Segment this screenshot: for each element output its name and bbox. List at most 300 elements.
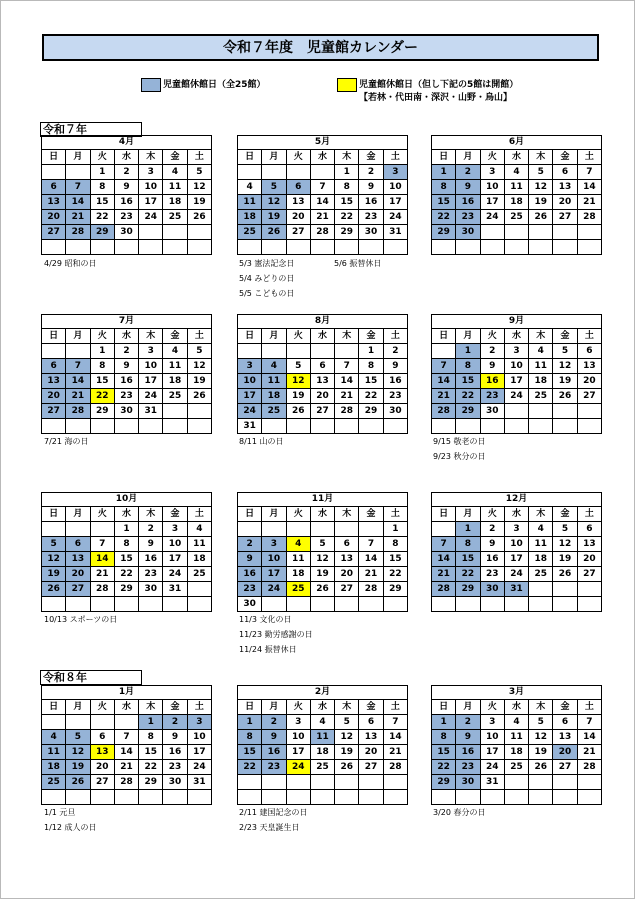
weekday-header: 日: [42, 329, 66, 344]
empty-cell: [286, 522, 310, 537]
empty-cell: [577, 597, 601, 612]
day-cell: 26: [310, 582, 334, 597]
year-label-r8: 令和８年: [40, 670, 142, 685]
day-cell-closed: 1: [432, 165, 456, 180]
weekday-header: 木: [139, 507, 163, 522]
day-cell-closed: 31: [504, 582, 528, 597]
empty-cell: [577, 419, 601, 434]
day-cell: 28: [90, 582, 114, 597]
month-title: 5月: [238, 136, 408, 150]
day-cell-closed: 6: [42, 180, 66, 195]
day-cell: 20: [335, 567, 359, 582]
empty-cell: [114, 790, 138, 805]
day-cell: 12: [187, 359, 211, 374]
day-cell: 24: [187, 760, 211, 775]
empty-cell: [529, 240, 553, 255]
empty-cell: [383, 597, 407, 612]
empty-cell: [42, 165, 66, 180]
day-cell: 16: [139, 552, 163, 567]
day-cell: 4: [529, 344, 553, 359]
holiday-note: 11/23 勤労感謝の日: [239, 630, 313, 639]
day-cell: 22: [359, 389, 383, 404]
empty-cell: [480, 225, 504, 240]
empty-cell: [529, 775, 553, 790]
day-cell: 15: [383, 552, 407, 567]
day-cell: 1: [90, 344, 114, 359]
day-cell: 8: [90, 180, 114, 195]
empty-cell: [310, 522, 334, 537]
empty-cell: [480, 240, 504, 255]
legend-partial-list: 【若林・代田南・深沢・山野・烏山】: [359, 93, 513, 103]
calendar-month: [431, 135, 602, 255]
day-cell: 16: [114, 374, 138, 389]
empty-cell: [163, 597, 187, 612]
weekday-header: 土: [187, 329, 211, 344]
calendar-month: [41, 314, 212, 434]
weekday-header: 金: [163, 700, 187, 715]
day-cell-closed: 5: [42, 537, 66, 552]
empty-cell: [432, 522, 456, 537]
day-cell: 1: [90, 165, 114, 180]
weekday-header: 月: [456, 700, 480, 715]
empty-cell: [359, 240, 383, 255]
weekday-header: 木: [335, 150, 359, 165]
day-cell-closed: 16: [456, 745, 480, 760]
day-cell-closed: 13: [42, 195, 66, 210]
day-cell-closed: 15: [456, 374, 480, 389]
empty-cell: [42, 419, 66, 434]
day-cell: 29: [359, 404, 383, 419]
day-cell-closed: 19: [42, 567, 66, 582]
weekday-header: 水: [504, 507, 528, 522]
legend-closed-label: 児童館休館日（全25館）: [163, 80, 266, 90]
day-cell: 2: [480, 344, 504, 359]
day-cell-closed: 20: [66, 567, 90, 582]
day-cell: 24: [139, 210, 163, 225]
day-cell-closed: 11: [310, 730, 334, 745]
weekday-header: 月: [262, 507, 286, 522]
empty-cell: [139, 419, 163, 434]
empty-cell: [262, 240, 286, 255]
weekday-header: 日: [432, 700, 456, 715]
day-cell-closed: 8: [456, 537, 480, 552]
empty-cell: [529, 790, 553, 805]
day-cell: 17: [504, 552, 528, 567]
day-cell: 4: [187, 522, 211, 537]
day-cell-closed: 2: [262, 715, 286, 730]
weekday-header: 木: [335, 329, 359, 344]
day-cell: 6: [310, 359, 334, 374]
day-cell: 31: [187, 775, 211, 790]
weekday-header: 金: [163, 329, 187, 344]
day-cell: 12: [529, 730, 553, 745]
day-cell: 24: [480, 210, 504, 225]
weekday-header: 日: [238, 507, 262, 522]
day-cell-closed: 8: [432, 180, 456, 195]
weekday-header: 水: [114, 507, 138, 522]
holiday-note: 10/13 スポーツの日: [44, 615, 118, 624]
holiday-note: 11/3 文化の日: [239, 615, 292, 624]
day-cell: 28: [577, 210, 601, 225]
day-cell: 2: [480, 522, 504, 537]
day-cell-closed: 14: [432, 374, 456, 389]
day-cell: 22: [139, 760, 163, 775]
weekday-header: 日: [238, 150, 262, 165]
day-cell-closed: 9: [238, 552, 262, 567]
day-cell: 11: [163, 359, 187, 374]
month-title: 1月: [42, 686, 212, 700]
day-cell: 6: [553, 165, 577, 180]
weekday-header: 日: [432, 329, 456, 344]
weekday-header: 月: [66, 329, 90, 344]
day-cell-closed: 30: [480, 582, 504, 597]
holiday-note: 5/5 こどもの日: [239, 289, 295, 298]
empty-cell: [383, 790, 407, 805]
day-cell: 1: [359, 344, 383, 359]
day-cell: 24: [480, 760, 504, 775]
day-cell-closed: 13: [66, 552, 90, 567]
day-cell: 12: [529, 180, 553, 195]
empty-cell: [163, 790, 187, 805]
day-cell: 27: [359, 760, 383, 775]
day-cell-closed: 15: [238, 745, 262, 760]
day-cell: 12: [553, 537, 577, 552]
day-cell: 2: [383, 344, 407, 359]
day-cell: 26: [286, 404, 310, 419]
empty-cell: [359, 597, 383, 612]
day-cell: 23: [383, 389, 407, 404]
empty-cell: [359, 775, 383, 790]
empty-cell: [286, 344, 310, 359]
day-cell: 5: [335, 715, 359, 730]
holiday-note: 9/23 秋分の日: [433, 452, 486, 461]
day-cell-closed: 28: [66, 225, 90, 240]
weekday-header: 火: [90, 700, 114, 715]
day-cell: 6: [359, 715, 383, 730]
day-cell: 28: [335, 404, 359, 419]
empty-cell: [90, 597, 114, 612]
day-cell: 9: [480, 537, 504, 552]
weekday-header: 火: [90, 150, 114, 165]
empty-cell: [529, 582, 553, 597]
empty-cell: [90, 522, 114, 537]
day-cell: 20: [577, 552, 601, 567]
weekday-header: 金: [359, 150, 383, 165]
weekday-header: 金: [553, 507, 577, 522]
day-cell-closed: 1: [432, 715, 456, 730]
weekday-header: 金: [163, 507, 187, 522]
weekday-header: 火: [286, 150, 310, 165]
day-cell: 15: [139, 745, 163, 760]
weekday-header: 日: [238, 700, 262, 715]
empty-cell: [577, 404, 601, 419]
day-cell-partial-open: 16: [480, 374, 504, 389]
empty-cell: [66, 790, 90, 805]
day-cell: 6: [335, 537, 359, 552]
day-cell: 4: [238, 180, 262, 195]
month-title: 3月: [432, 686, 602, 700]
day-cell: 22: [90, 210, 114, 225]
empty-cell: [359, 522, 383, 537]
holiday-note: 5/4 みどりの日: [239, 274, 295, 283]
empty-cell: [238, 775, 262, 790]
day-cell: 28: [383, 760, 407, 775]
day-cell-closed: 19: [66, 760, 90, 775]
empty-cell: [262, 165, 286, 180]
day-cell: 25: [163, 389, 187, 404]
day-cell: 26: [529, 210, 553, 225]
day-cell-closed: 30: [456, 775, 480, 790]
day-cell: 10: [163, 537, 187, 552]
day-cell-closed: 5: [66, 730, 90, 745]
day-cell-partial-open: 12: [286, 374, 310, 389]
day-cell-closed: 7: [432, 359, 456, 374]
empty-cell: [187, 582, 211, 597]
calendar-month: [237, 492, 408, 612]
day-cell: 19: [553, 552, 577, 567]
day-cell-closed: 25: [42, 775, 66, 790]
empty-cell: [335, 597, 359, 612]
day-cell-closed: 2: [456, 715, 480, 730]
day-cell: 11: [163, 180, 187, 195]
empty-cell: [432, 790, 456, 805]
empty-cell: [335, 790, 359, 805]
weekday-header: 金: [163, 150, 187, 165]
day-cell: 4: [504, 715, 528, 730]
empty-cell: [187, 240, 211, 255]
day-cell: 29: [114, 582, 138, 597]
day-cell: 13: [359, 730, 383, 745]
day-cell: 22: [335, 210, 359, 225]
empty-cell: [114, 715, 138, 730]
month-title: 6月: [432, 136, 602, 150]
month-title: 9月: [432, 315, 602, 329]
weekday-header: 水: [310, 150, 334, 165]
weekday-header: 木: [529, 700, 553, 715]
day-cell: 19: [310, 567, 334, 582]
empty-cell: [90, 715, 114, 730]
empty-cell: [42, 715, 66, 730]
day-cell: 24: [383, 210, 407, 225]
calendar-month: [41, 492, 212, 612]
day-cell-closed: 20: [553, 745, 577, 760]
day-cell-closed: 4: [262, 359, 286, 374]
weekday-header: 月: [456, 150, 480, 165]
empty-cell: [310, 344, 334, 359]
empty-cell: [262, 790, 286, 805]
day-cell-closed: 26: [66, 775, 90, 790]
day-cell: 4: [529, 522, 553, 537]
day-cell: 25: [187, 567, 211, 582]
empty-cell: [286, 597, 310, 612]
empty-cell: [139, 225, 163, 240]
day-cell-closed: 15: [432, 745, 456, 760]
day-cell: 18: [529, 374, 553, 389]
day-cell: 6: [577, 344, 601, 359]
day-cell-closed: 28: [432, 582, 456, 597]
day-cell: 4: [163, 344, 187, 359]
empty-cell: [504, 419, 528, 434]
empty-cell: [187, 790, 211, 805]
weekday-header: 月: [456, 329, 480, 344]
weekday-header: 土: [187, 150, 211, 165]
day-cell: 15: [90, 195, 114, 210]
day-cell: 20: [286, 210, 310, 225]
day-cell: 27: [577, 567, 601, 582]
day-cell: 19: [335, 745, 359, 760]
day-cell: 14: [383, 730, 407, 745]
empty-cell: [335, 240, 359, 255]
empty-cell: [262, 522, 286, 537]
day-cell: 25: [310, 760, 334, 775]
day-cell-closed: 3: [383, 165, 407, 180]
day-cell: 20: [310, 389, 334, 404]
day-cell: 19: [187, 195, 211, 210]
weekday-header: 水: [114, 150, 138, 165]
day-cell-closed: 16: [238, 567, 262, 582]
day-cell: 17: [480, 745, 504, 760]
day-cell: 10: [187, 730, 211, 745]
day-cell: 9: [163, 730, 187, 745]
calendar-month: [237, 314, 408, 434]
weekday-header: 月: [456, 507, 480, 522]
legend-open-swatch: [337, 78, 357, 92]
day-cell-closed: 2: [456, 165, 480, 180]
day-cell: 18: [163, 374, 187, 389]
day-cell: 3: [163, 522, 187, 537]
day-cell: 7: [577, 165, 601, 180]
day-cell: 25: [163, 210, 187, 225]
day-cell: 16: [359, 195, 383, 210]
empty-cell: [262, 344, 286, 359]
weekday-header: 木: [335, 507, 359, 522]
weekday-header: 火: [480, 700, 504, 715]
empty-cell: [529, 597, 553, 612]
day-cell: 3: [504, 522, 528, 537]
day-cell: 17: [187, 745, 211, 760]
day-cell: 19: [286, 389, 310, 404]
empty-cell: [504, 597, 528, 612]
day-cell-closed: 17: [262, 567, 286, 582]
day-cell: 20: [359, 745, 383, 760]
day-cell-closed: 6: [286, 180, 310, 195]
day-cell: 16: [163, 745, 187, 760]
day-cell: 28: [359, 582, 383, 597]
day-cell-closed: 23: [238, 582, 262, 597]
empty-cell: [310, 597, 334, 612]
weekday-header: 火: [286, 507, 310, 522]
day-cell-closed: 30: [456, 225, 480, 240]
day-cell: 27: [286, 225, 310, 240]
empty-cell: [114, 597, 138, 612]
empty-cell: [335, 419, 359, 434]
calendar-month: [41, 135, 212, 255]
empty-cell: [66, 419, 90, 434]
day-cell: 2: [114, 344, 138, 359]
day-cell-closed: 19: [262, 210, 286, 225]
holiday-note: 1/12 成人の日: [44, 823, 97, 832]
day-cell-closed: 29: [456, 404, 480, 419]
day-cell-closed: 15: [456, 552, 480, 567]
day-cell: 19: [553, 374, 577, 389]
day-cell: 5: [286, 359, 310, 374]
weekday-header: 土: [383, 700, 407, 715]
day-cell: 21: [310, 210, 334, 225]
day-cell: 29: [90, 404, 114, 419]
day-cell: 17: [139, 195, 163, 210]
day-cell: 31: [480, 775, 504, 790]
empty-cell: [432, 419, 456, 434]
day-cell: 31: [139, 404, 163, 419]
day-cell: 9: [480, 359, 504, 374]
page-title: 令和７年度 児童館カレンダー: [42, 34, 599, 61]
empty-cell: [359, 419, 383, 434]
day-cell: 29: [335, 225, 359, 240]
empty-cell: [139, 790, 163, 805]
empty-cell: [286, 240, 310, 255]
day-cell: 11: [504, 180, 528, 195]
day-cell-closed: 6: [66, 537, 90, 552]
day-cell: 20: [577, 374, 601, 389]
day-cell: 13: [286, 195, 310, 210]
empty-cell: [286, 775, 310, 790]
day-cell: 28: [310, 225, 334, 240]
day-cell: 18: [504, 745, 528, 760]
empty-cell: [577, 582, 601, 597]
day-cell: 15: [359, 374, 383, 389]
empty-cell: [163, 404, 187, 419]
day-cell-partial-open: 24: [286, 760, 310, 775]
day-cell: 19: [529, 745, 553, 760]
day-cell-closed: 13: [42, 374, 66, 389]
empty-cell: [577, 240, 601, 255]
calendar-month: [237, 685, 408, 805]
day-cell: 10: [480, 730, 504, 745]
empty-cell: [262, 597, 286, 612]
day-cell: 30: [139, 582, 163, 597]
day-cell: 26: [529, 760, 553, 775]
empty-cell: [456, 597, 480, 612]
day-cell-closed: 18: [42, 760, 66, 775]
day-cell: 14: [359, 552, 383, 567]
weekday-header: 月: [66, 507, 90, 522]
weekday-header: 月: [262, 150, 286, 165]
empty-cell: [553, 775, 577, 790]
day-cell-closed: 22: [238, 760, 262, 775]
weekday-header: 日: [42, 507, 66, 522]
day-cell: 1: [114, 522, 138, 537]
day-cell: 3: [139, 165, 163, 180]
holiday-note: 5/6 振替休日: [334, 259, 382, 268]
empty-cell: [114, 240, 138, 255]
month-title: 11月: [238, 493, 408, 507]
empty-cell: [335, 344, 359, 359]
month-title: 10月: [42, 493, 212, 507]
year-label-r7: 令和７年: [40, 122, 142, 137]
day-cell: 8: [335, 180, 359, 195]
empty-cell: [163, 419, 187, 434]
day-cell: 7: [114, 730, 138, 745]
day-cell: 25: [504, 210, 528, 225]
day-cell-closed: 10: [262, 552, 286, 567]
day-cell: 12: [335, 730, 359, 745]
day-cell-closed: 11: [262, 374, 286, 389]
day-cell: 1: [335, 165, 359, 180]
empty-cell: [480, 597, 504, 612]
day-cell-closed: 23: [262, 760, 286, 775]
day-cell: 22: [383, 567, 407, 582]
weekday-header: 月: [262, 329, 286, 344]
